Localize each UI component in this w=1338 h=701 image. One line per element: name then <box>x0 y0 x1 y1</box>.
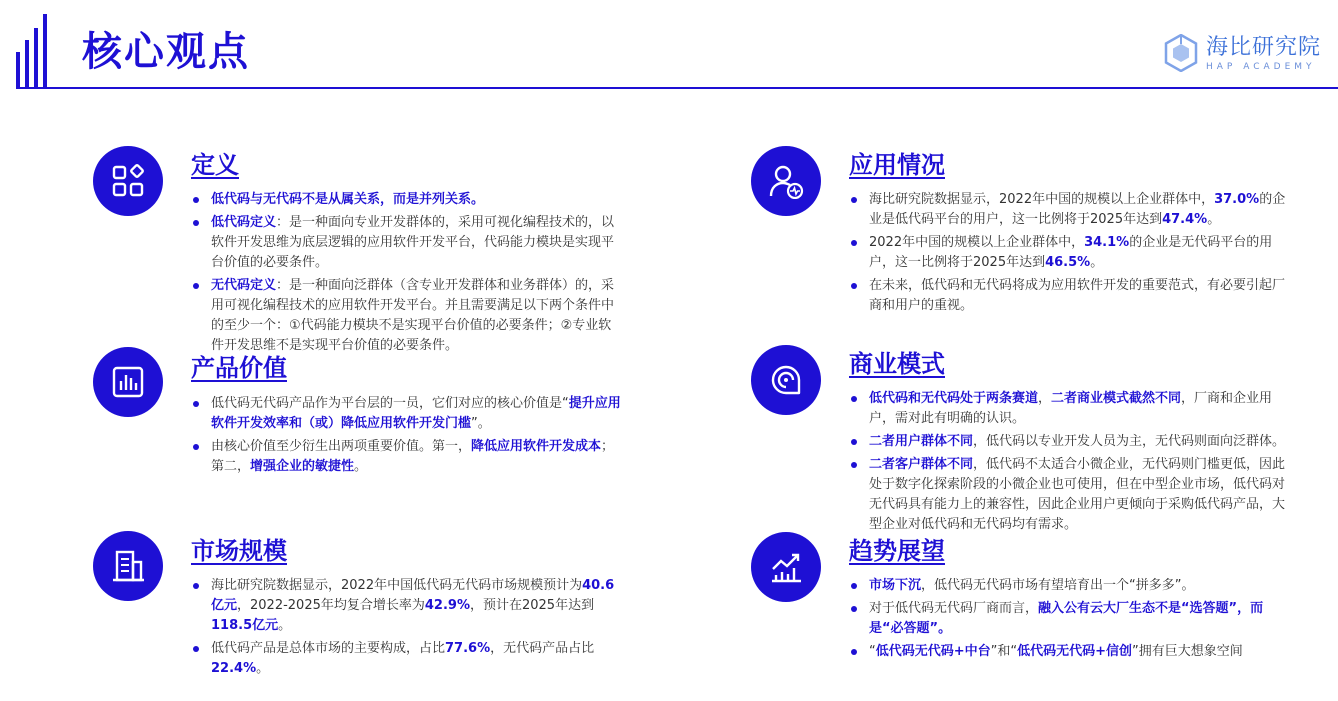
bullet-item <box>191 213 621 273</box>
body-text: ”和“ <box>990 644 1018 659</box>
highlight-text: 47.4% <box>1162 212 1208 227</box>
highlight-text: 市场下沉 <box>869 578 922 593</box>
trend-title: 趋势展望 <box>849 537 945 565</box>
body-text: ：是一种面向专业开发群体的，采用可视化编程技术的，以软件开发思维为底层逻辑的应用软件开发平台，代码能力模块是实现平台价值的必要条件。 <box>211 215 615 270</box>
body-text: 低代码产品是总体市场的主要构成，占比 <box>211 641 446 656</box>
brand-logo <box>1164 34 1324 74</box>
bullet-item <box>849 389 1289 429</box>
body-text: 的企业是无代码平台的用户，这一比例将于2025年达到 <box>869 235 1273 270</box>
user-activity-icon <box>768 163 804 199</box>
swirl-icon <box>768 362 804 398</box>
body-text: ”。 <box>471 416 491 431</box>
body-text: ：是一种面向泛群体（含专业开发群体和业务群体）的，采用可视化编程技术的应用软件开发平台。并且需要满足以下两个条件中的至少一个：①代码能力模块不是实现平台价值的必要条件；②专业软件开发思维不是实现平台价值的必要条件。 <box>211 278 615 353</box>
brand-name: 海比研究院 <box>1206 35 1322 60</box>
header-accent-bars-icon <box>16 14 50 88</box>
body-text: ”拥有巨大想象空间 <box>1132 644 1243 659</box>
highlight-text: 低代码和无代码处于两条赛道 <box>869 391 1039 406</box>
bullet-item <box>191 576 621 636</box>
body-text: 。 <box>256 661 270 676</box>
body-text: 低代码无代码产品作为平台层的一员，它们对应的核心价值是“ <box>211 396 569 411</box>
application-title: 应用情况 <box>849 151 945 179</box>
highlight-text: 融入公有云大厂生态不是“选答题”，而是“必答题”。 <box>869 601 1264 636</box>
highlight-text: 118.5亿元 <box>211 618 279 633</box>
business-model-icon-circle <box>751 345 821 415</box>
market-size-title: 市场规模 <box>191 537 287 565</box>
bar-chart-icon <box>110 364 146 400</box>
market-size-list <box>191 576 621 682</box>
highlight-text: 低代码无代码+中台 <box>875 644 991 659</box>
highlight-text: 低代码无代码+信创 <box>1017 644 1133 659</box>
body-text: 2022年中国的规模以上企业群体中， <box>869 235 1085 250</box>
application-icon-circle <box>751 146 821 216</box>
body-text: ；第二， <box>211 439 615 474</box>
body-text: ，2022-2025年均复合增长率为 <box>237 598 425 613</box>
highlight-text: 低代码与无代码不是从属关系，而是并列关系。 <box>211 192 485 207</box>
body-text: 。 <box>1090 255 1104 270</box>
body-text: 的企业是低代码平台的用户，这一比例将于2025年达到 <box>869 192 1286 227</box>
business-model-title: 商业模式 <box>849 350 945 378</box>
body-text: 由核心价值至少衍生出两项重要价值。第一， <box>211 439 472 454</box>
body-text: 在未来，低代码和无代码将成为应用软件开发的重要范式，有必要引起厂商和用户的重视。 <box>869 278 1286 313</box>
highlight-text: 22.4% <box>211 661 257 676</box>
market-size-icon-circle <box>93 531 163 601</box>
highlight-text: 无代码定义 <box>211 278 277 293</box>
page-title: 核心观点 <box>82 29 250 75</box>
highlight-text: 提升应用软件开发效率和（或）降低应用软件开发门槛 <box>211 396 621 431</box>
definition-list <box>191 190 621 359</box>
bullet-item <box>191 190 621 210</box>
product-value-icon-circle <box>93 347 163 417</box>
bullet-item <box>849 276 1289 316</box>
cube-logo-icon <box>1164 34 1198 72</box>
highlight-text: 37.0% <box>1214 192 1260 207</box>
trend-icon-circle <box>751 532 821 602</box>
highlight-text: 二者商业模式截然不同 <box>1051 391 1182 406</box>
highlight-text: 降低应用软件开发成本 <box>471 439 602 454</box>
body-text: ，低代码不太适合小微企业，无代码则门槛更低，因此处于数字化探索阶段的小微企业也可使用，但在中型企业市场，低代码对无代码具有能力上的兼容性，因此企业用户更倾向于采购低代码产品，大型企业对低代码和无代码均有需求。 <box>869 457 1286 532</box>
bullet-item <box>849 455 1289 535</box>
bullet-item <box>849 599 1289 639</box>
body-text: 海比研究院数据显示，2022年中国的规模以上企业群体中， <box>869 192 1215 207</box>
body-text: ，预计在2025年达到 <box>469 598 595 613</box>
highlight-text: 34.1% <box>1084 235 1130 250</box>
bullet-item <box>849 432 1289 452</box>
building-icon <box>110 548 146 584</box>
body-text: “ <box>869 644 876 659</box>
highlight-text: 增强企业的敏捷性 <box>250 459 355 474</box>
body-text: ，无代码产品占比 <box>490 641 595 656</box>
body-text: ，厂商和企业用户，需对此有明确的认识。 <box>869 391 1273 426</box>
highlight-text: 二者用户群体不同 <box>869 434 974 449</box>
bullet-item <box>849 233 1289 273</box>
highlight-text: 46.5% <box>1045 255 1091 270</box>
bullet-item <box>191 437 621 477</box>
body-text: 。 <box>1207 212 1221 227</box>
header-divider <box>16 87 1338 89</box>
body-text: ，低代码无代码市场有望培育出一个“拼多多”。 <box>921 578 1195 593</box>
trend-up-icon <box>768 549 804 585</box>
bullet-item <box>849 642 1289 662</box>
bullet-item <box>849 576 1289 596</box>
body-text: 海比研究院数据显示，2022年中国低代码无代码市场规模预计为 <box>211 578 583 593</box>
bullet-item <box>191 394 621 434</box>
business-model-list <box>849 389 1289 538</box>
highlight-text: 42.9% <box>424 598 470 613</box>
definition-icon-circle <box>93 146 163 216</box>
highlight-text: 二者客户群体不同 <box>869 457 974 472</box>
bullet-item <box>191 639 621 679</box>
body-text: ， <box>1038 391 1052 406</box>
bullet-item <box>849 190 1289 230</box>
body-text: 。 <box>278 618 292 633</box>
highlight-text: 40.6亿元 <box>211 578 615 613</box>
body-text: 。 <box>354 459 368 474</box>
application-list <box>849 190 1289 319</box>
highlight-text: 77.6% <box>445 641 491 656</box>
highlight-text: 低代码定义 <box>211 215 277 230</box>
brand-subtitle: HAP ACADEMY <box>1206 62 1316 72</box>
bullet-item <box>191 276 621 356</box>
body-text: ，低代码以专业开发人员为主，无代码则面向泛群体。 <box>973 434 1286 449</box>
body-text: 对于低代码无代码厂商而言， <box>869 601 1039 616</box>
product-value-title: 产品价值 <box>191 354 287 382</box>
definition-title: 定义 <box>191 151 239 179</box>
product-value-list <box>191 394 621 480</box>
trend-list <box>849 576 1289 665</box>
apps-grid-icon <box>110 163 146 199</box>
